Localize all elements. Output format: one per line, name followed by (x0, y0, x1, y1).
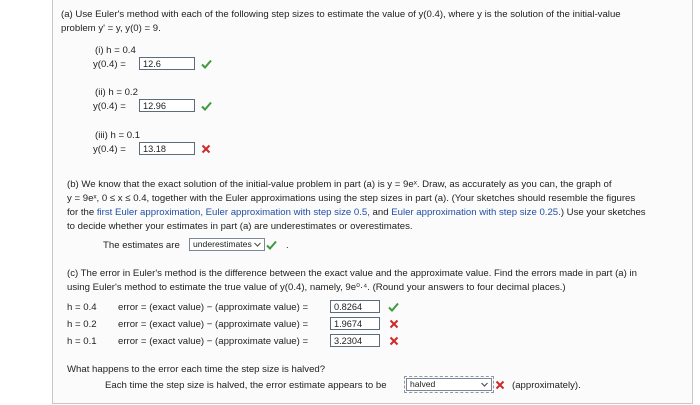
error-row-formula: error = (exact value) − (approximate value) = (118, 302, 309, 313)
part-b-line3 (67, 207, 646, 219)
check-icon (266, 240, 277, 250)
halving-dropdown-value: halved (410, 379, 436, 389)
part-a-ii-prefix: y(0.4) = (93, 101, 126, 112)
part-a-ii-label: (ii) h = 0.2 (95, 87, 138, 98)
part-b-line1: (b) We know that the exact solution of the initial-value problem in part (a) is y = 9eˣ. Draw, as accurately as you can, the graph of (67, 179, 612, 190)
part-c-line1: (c) The error in Euler's method is the difference between the exact value and the approximate value. Find the errors made in part (a) in (67, 268, 637, 279)
error-row-formula: error = (exact value) − (approximate value) = (118, 336, 309, 347)
check-icon (388, 302, 399, 312)
answer-field-a-iii[interactable]: 13.18 (139, 142, 195, 155)
answer-field-error-1[interactable]: 0.8264 (330, 300, 380, 313)
check-icon (201, 101, 212, 111)
estimates-suffix: . (286, 240, 289, 251)
estimates-dropdown[interactable] (189, 238, 265, 251)
halving-question: What happens to the error each time the step size is halved? (67, 364, 326, 375)
part-a-i-label: (i) h = 0.4 (95, 45, 136, 56)
answer-field-error-3[interactable]: 3.2304 (330, 334, 380, 347)
cross-icon (389, 319, 399, 329)
cross-icon (495, 380, 505, 390)
answer-field-error-2[interactable]: 1.9674 (330, 317, 380, 330)
part-a-i-prefix: y(0.4) = (93, 59, 126, 70)
part-b-line4: to decide whether your estimates in part (a) are underestimates or overestimates. (67, 221, 413, 232)
figure-link-2: Euler approximation with step size 0.25. (391, 207, 561, 218)
part-b-line3-mid: and (369, 207, 392, 218)
cross-icon (389, 336, 399, 346)
cross-icon (201, 144, 211, 154)
part-b-line3-post: ) Use your sketches (560, 207, 646, 218)
estimates-dropdown-value: underestimates (193, 239, 252, 249)
part-c-line2: using Euler's method to estimate the true value of y(0.4), namely, 9e⁰·⁴. (Round your answers to four decimal places.) (67, 282, 566, 293)
chevron-down-icon (481, 381, 488, 388)
error-row-h: h = 0.1 (67, 336, 97, 347)
check-icon (201, 59, 212, 69)
halving-dropdown[interactable] (406, 378, 492, 391)
part-a-line1: (a) Use Euler's method with each of the following step sizes to estimate the value of y(0.4), where y is the solution of the initial-value (61, 9, 621, 20)
answer-field-a-i[interactable]: 12.6 (139, 57, 195, 70)
part-a-iii-prefix: y(0.4) = (93, 144, 126, 155)
part-a-line2: problem y' = y, y(0) = 9. (61, 23, 161, 34)
chevron-down-icon (254, 241, 261, 248)
halving-answer-suffix: (approximately). (512, 380, 581, 391)
error-row-h: h = 0.4 (67, 302, 97, 313)
estimates-label: The estimates are (103, 240, 180, 251)
answer-field-a-ii[interactable]: 12.96 (139, 99, 195, 112)
part-b-line3-pre: for the (67, 207, 97, 218)
figure-link-1: first Euler approximation, Euler approximation with step size 0.5, (96, 207, 370, 218)
question-card (52, 0, 693, 404)
part-a-iii-label: (iii) h = 0.1 (95, 130, 141, 141)
error-row-formula: error = (exact value) − (approximate value) = (118, 319, 309, 330)
error-row-h: h = 0.2 (67, 319, 97, 330)
part-b-line2: y = 9eˣ, 0 ≤ x ≤ 0.4, together with the Euler approximations using the step sizes in part (a). (Your sketches should resemble the figures (67, 193, 636, 204)
halving-answer-prefix: Each time the step size is halved, the error estimate appears to be (105, 380, 387, 391)
